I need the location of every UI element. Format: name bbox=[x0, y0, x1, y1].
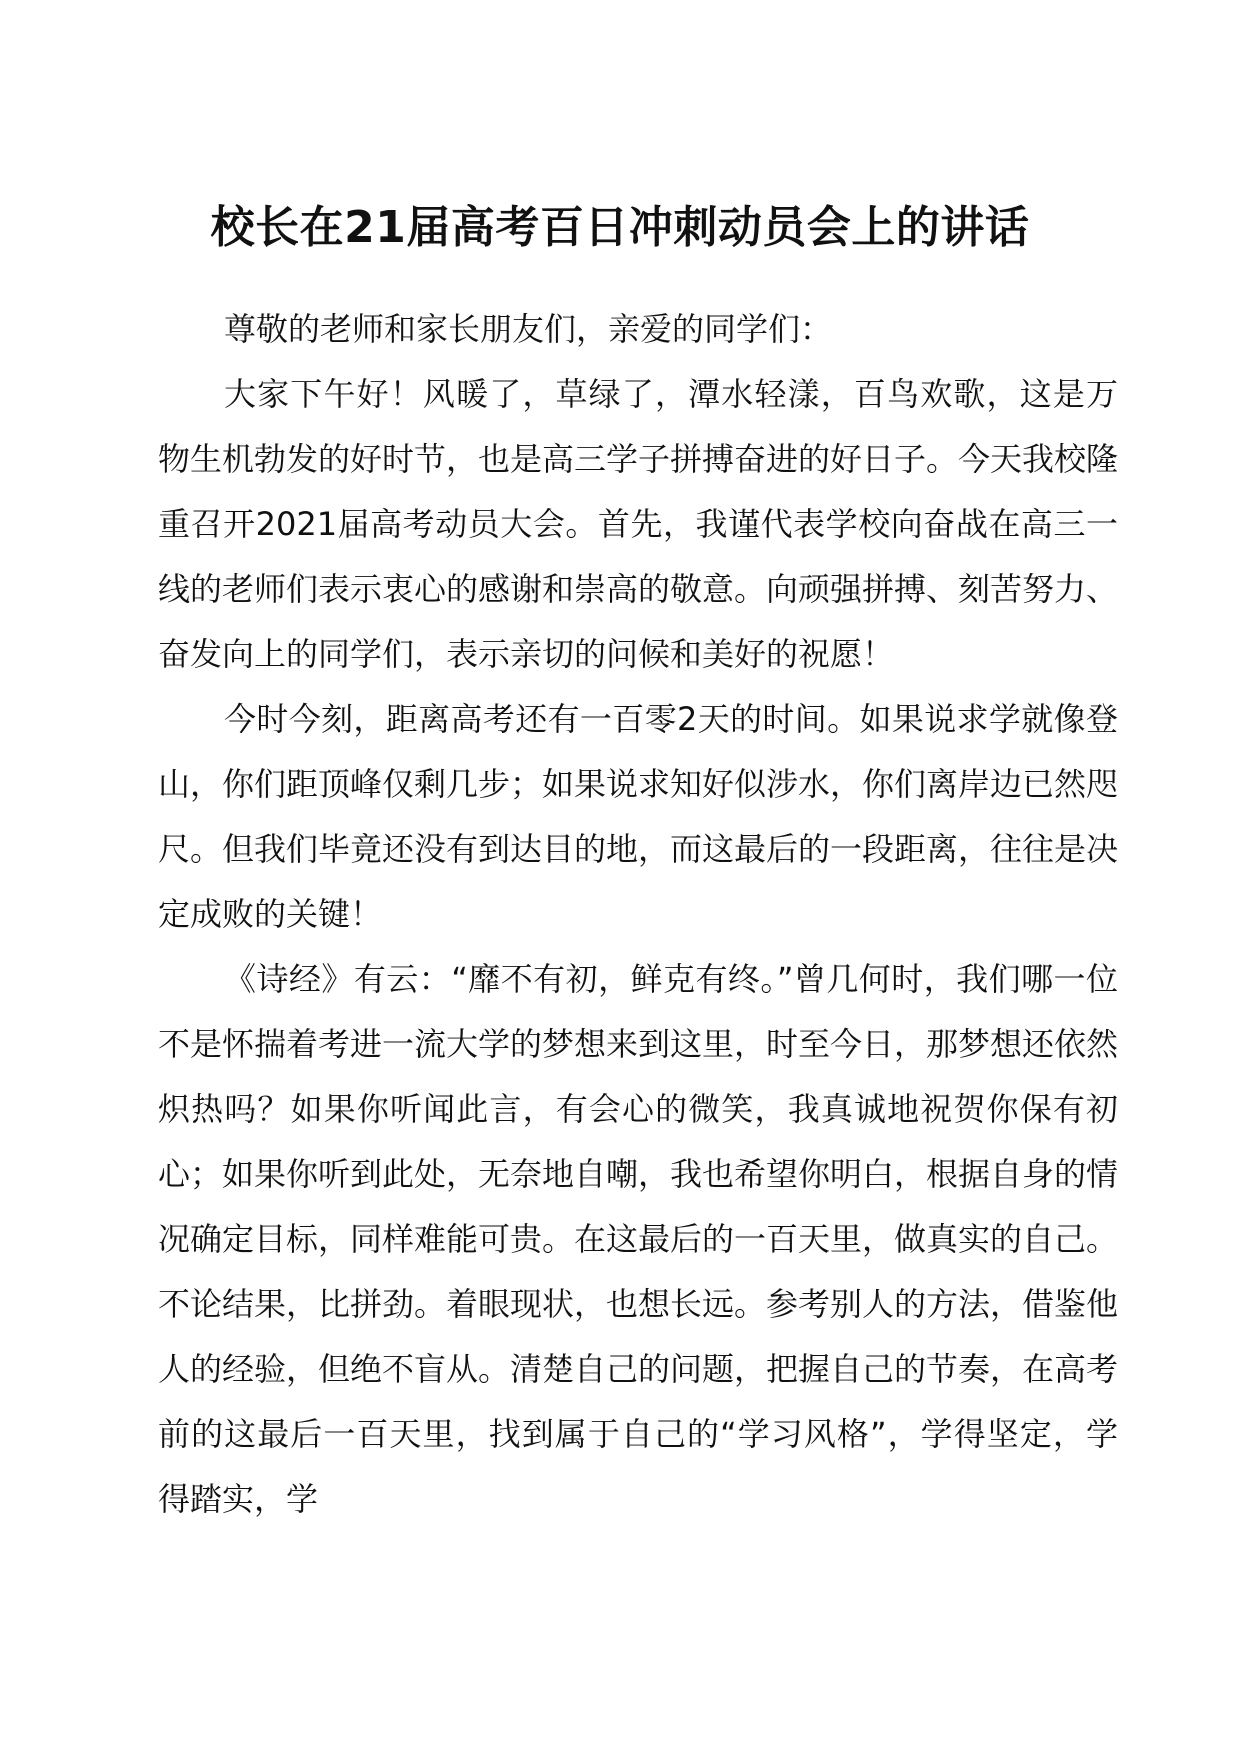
countdown-paragraph: 今时今刻，距离高考还有一百零2天的时间。如果说求学就像登山，你们距顶峰仅剩几步；如果说求知好似涉水，你们离岸边已然咫尺。但我们毕竟还没有到达目的地，而这最后的一段距离，往往是决定成败的关键！ bbox=[158, 700, 1119, 933]
document-body bbox=[158, 297, 1118, 1532]
poetry-paragraph: 《诗经》有云：“靡不有初，鲜克有终。”曾几何时，我们哪一位不是怀揣着考进一流大学的梦想来到这里，时至今日，那梦想还依然炽热吗？如果你听闻此言，有会心的微笑，我真诚地祝贺你保有初心；如果你听到此处，无奈地自嘲，我也希望你明白，根据自身的情况确定目标，同样难能可贵。在这最后的一百天里，做真实的自己。不论结果，比拼劲。着眼现状，也想长远。参考别人的方法，借鉴他人的经验，但绝不盲从。清楚自己的问题，把握自己的节奏，在高考前的这最后一百天里，找到属于自己的“学习风格”，学得坚定，学得踏实，学 bbox=[158, 960, 1119, 1518]
salutation-paragraph: 尊敬的老师和家长朋友们，亲爱的同学们： bbox=[224, 310, 833, 348]
page-title: 校长在21届高考百日冲刺动员会上的讲话 bbox=[210, 202, 1030, 253]
greeting-paragraph: 大家下午好！风暖了，草绿了，潭水轻漾，百鸟欢歌，这是万物生机勃发的好时节，也是高三学子拼搏奋进的好日子。今天我校隆重召开2021届高考动员大会。首先，我谨代表学校向奋战在高三一线的老师们表示衷心的感谢和崇高的敬意。向顽强拼搏、刻苦努力、奋发向上的同学们，表示亲切的问候和美好的祝愿！ bbox=[158, 375, 1119, 673]
